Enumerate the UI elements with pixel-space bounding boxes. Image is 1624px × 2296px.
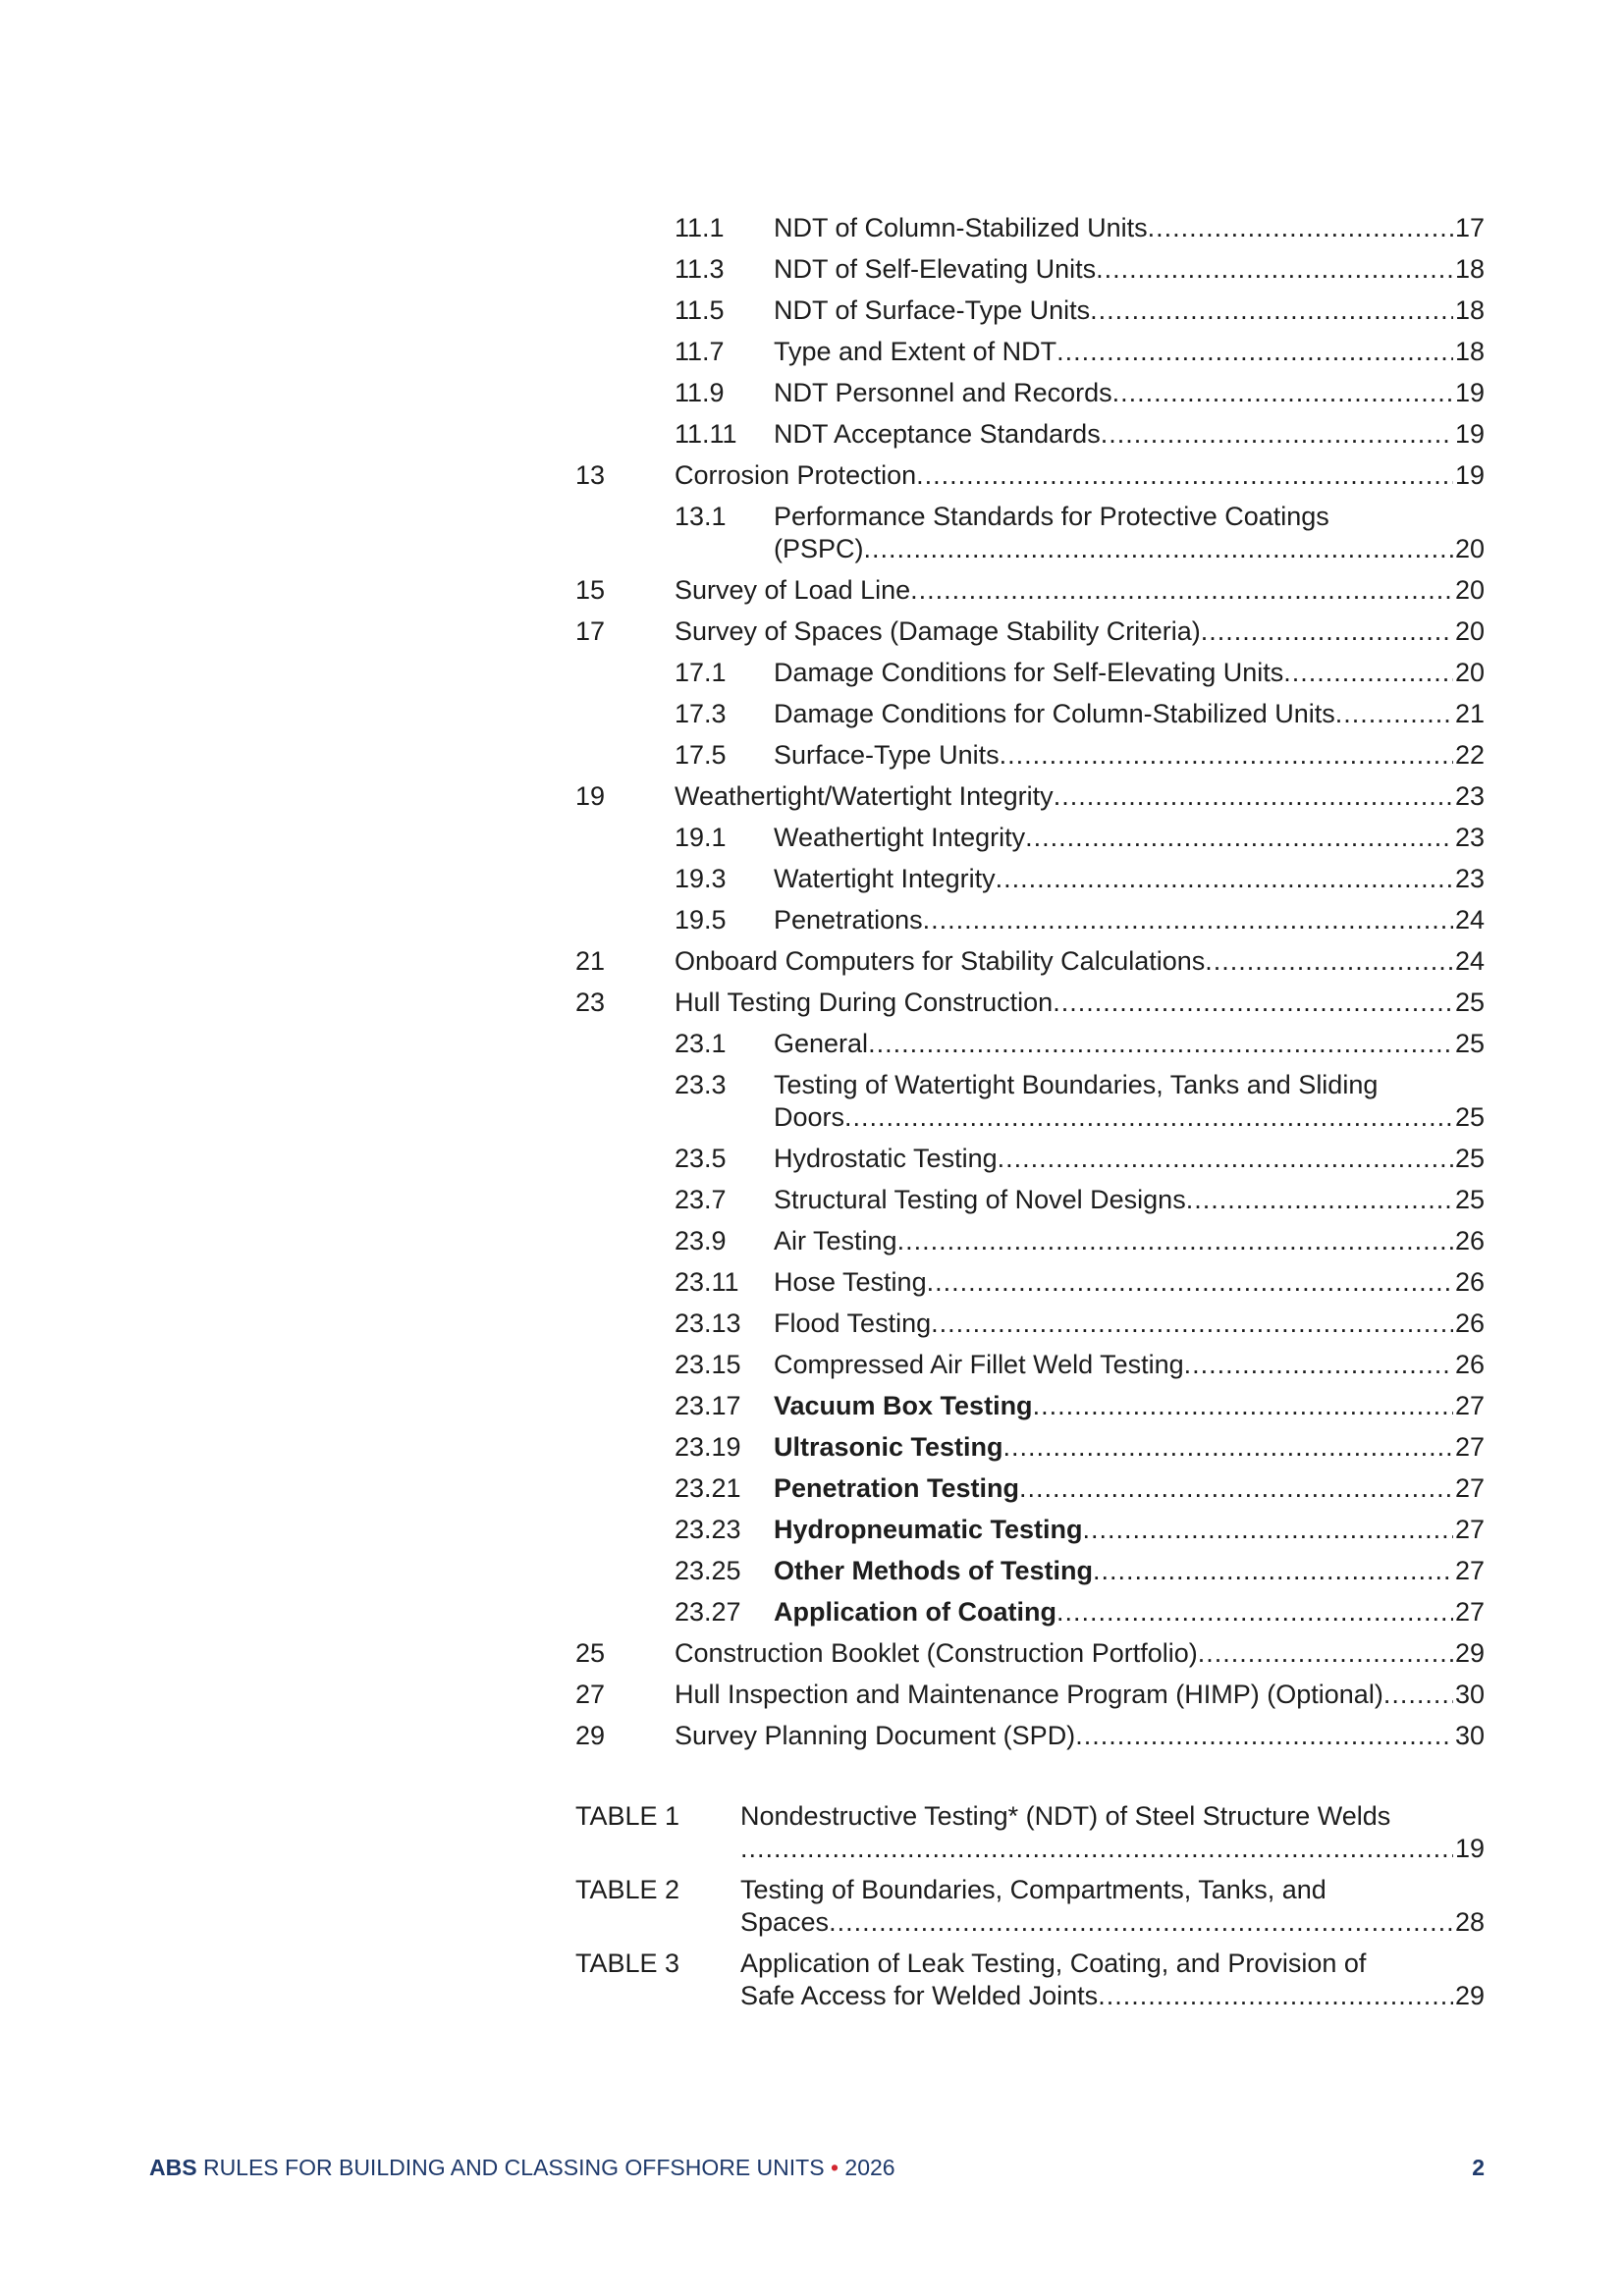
dot-leader (1056, 336, 1453, 368)
toc-entry-text (675, 1720, 1485, 1752)
dot-leader (1184, 1349, 1453, 1381)
toc-entry-text (675, 615, 1485, 648)
toc-entry-page: 20 (1454, 658, 1485, 687)
toc-entry[interactable] (575, 863, 1485, 895)
toc-entry-leader-line (774, 294, 1485, 327)
toc-entry[interactable] (575, 904, 1485, 936)
toc-entry-title: Weathertight/Watertight Integrity (675, 781, 1054, 811)
toc-entry-title: Penetrations (774, 905, 923, 934)
toc-entry-leader-line (740, 1906, 1485, 1939)
toc-entry-page: 30 (1454, 1721, 1485, 1750)
toc-entry-text (774, 1308, 1485, 1340)
dot-leader (1096, 253, 1453, 286)
toc-entry-title: Hose Testing (774, 1267, 927, 1297)
toc-entry[interactable] (575, 1596, 1485, 1629)
toc-entry[interactable] (575, 657, 1485, 689)
toc-entry[interactable] (575, 1679, 1485, 1711)
toc-entry[interactable] (575, 1225, 1485, 1257)
toc-entry-page: 23 (1454, 823, 1485, 852)
toc-entry-number: 11.3 (675, 254, 725, 284)
toc-entry-leader-line (774, 1514, 1485, 1546)
toc-entry-text (774, 1349, 1485, 1381)
page-number: 2 (1472, 2155, 1485, 2180)
dot-leader (1056, 1596, 1453, 1629)
toc-entry-title: Damage Conditions for Self-Elevating Units (774, 658, 1284, 687)
toc-entry-number: 23.27 (675, 1597, 741, 1627)
toc-entry-page: 28 (1454, 1907, 1485, 1937)
toc-entry-leader-line (774, 1143, 1485, 1175)
toc-entry-leader-line (675, 1679, 1485, 1711)
toc-entry-number: 19.3 (675, 864, 727, 893)
toc-entries (575, 212, 1485, 1752)
toc-entry-number: TABLE 2 (575, 1875, 680, 1904)
toc-entry-title: Air Testing (774, 1226, 897, 1255)
toc-entry-text (774, 1225, 1485, 1257)
toc-entry-leader-line (774, 1349, 1485, 1381)
dot-leader (931, 1308, 1453, 1340)
toc-entry-title: Compressed Air Fillet Weld Testing (774, 1350, 1184, 1379)
toc-entry[interactable] (575, 212, 1485, 244)
toc-entry-text (774, 1555, 1485, 1587)
toc-entry-title: Watertight Integrity (774, 864, 996, 893)
toc-entry-title: Damage Conditions for Column-Stabilized Units (774, 699, 1335, 728)
dot-leader (1101, 418, 1453, 451)
dot-leader (1186, 1184, 1453, 1216)
dot-leader (1093, 1555, 1453, 1587)
toc-entry-text (774, 904, 1485, 936)
dot-leader (1205, 945, 1453, 978)
toc-entry-leader-line (774, 822, 1485, 854)
toc-entry-number: 23.23 (675, 1515, 741, 1544)
toc-entry-leader-line (675, 459, 1485, 492)
toc-entry-leader-line (774, 533, 1485, 565)
dot-leader (927, 1266, 1453, 1299)
toc-entry-page: 19 (1454, 460, 1485, 490)
dot-leader (1019, 1472, 1453, 1505)
toc-entry-number: 15 (575, 575, 606, 605)
toc-entry-page: 19 (1454, 1834, 1485, 1863)
toc-entry-page: 25 (1454, 1102, 1485, 1132)
toc-entry-text (774, 1028, 1485, 1060)
toc-entry-text (774, 1069, 1485, 1134)
toc-entry-title: Other Methods of Testing (774, 1556, 1093, 1585)
toc-entry-leader-line (774, 1266, 1485, 1299)
toc-entry-leader-line (675, 1637, 1485, 1670)
toc-entry-title: Hull Testing During Construction (675, 988, 1054, 1017)
toc-gap (575, 1761, 1485, 1800)
toc-entry-title: NDT of Surface-Type Units (774, 295, 1091, 325)
toc-entry-page: 25 (1454, 1029, 1485, 1058)
toc-entry-leader-line (740, 1980, 1485, 2012)
toc-entry-number: 13 (575, 460, 606, 490)
toc-entry-title: Type and Extent of NDT (774, 337, 1057, 366)
toc-entry-title-continued: Safe Access for Welded Joints (740, 1981, 1099, 2010)
dot-leader (1090, 294, 1453, 327)
toc-entry-number: 17.5 (675, 740, 727, 770)
footer-publication-title: RULES FOR BUILDING AND CLASSING OFFSHORE UNITS (196, 2155, 831, 2180)
toc-entry[interactable] (575, 1349, 1485, 1381)
toc-entry-leader-line (774, 904, 1485, 936)
dot-leader (1148, 212, 1453, 244)
toc-entry-text (774, 1596, 1485, 1629)
toc-entry[interactable] (575, 1431, 1485, 1464)
dot-leader (996, 863, 1453, 895)
toc-entry-page: 30 (1454, 1680, 1485, 1709)
toc-entry-text (774, 1266, 1485, 1299)
toc-entry-text (675, 780, 1485, 813)
toc-entry-page: 29 (1454, 1638, 1485, 1668)
toc-entry-number: 23.15 (675, 1350, 741, 1379)
toc-entry[interactable] (575, 1184, 1485, 1216)
toc-entry-text (774, 1514, 1485, 1546)
toc-entry-page: 24 (1454, 905, 1485, 934)
toc-entry-text (774, 1472, 1485, 1505)
toc-entry-text (774, 1431, 1485, 1464)
toc-entry-number: 29 (575, 1721, 606, 1750)
toc-entry-page: 23 (1454, 864, 1485, 893)
toc-entry-title: Weathertight Integrity (774, 823, 1026, 852)
toc-entry-number: 23.17 (675, 1391, 741, 1420)
toc-entry-number: 13.1 (675, 502, 727, 531)
dot-leader (1025, 822, 1453, 854)
toc-entry-title: Onboard Computers for Stability Calculations (675, 946, 1206, 976)
toc-entry[interactable] (575, 253, 1485, 286)
toc-entry-page: 26 (1454, 1308, 1485, 1338)
toc-entry-leader-line (774, 863, 1485, 895)
toc-entry-page: 25 (1454, 1185, 1485, 1214)
toc-entry-title-continued: (PSPC) (774, 534, 864, 563)
toc-entry-text (774, 253, 1485, 286)
toc-entry-number: 23 (575, 988, 606, 1017)
toc-table-entry[interactable] (575, 1800, 1485, 1865)
toc-entry-leader-line (774, 1101, 1485, 1134)
dot-leader (844, 1101, 1453, 1134)
toc-entry-text (740, 1948, 1485, 2012)
footer-year: 2026 (839, 2155, 895, 2180)
toc-entry-text (774, 377, 1485, 409)
toc-entry-page: 18 (1454, 295, 1485, 325)
toc-entry-leader-line (675, 615, 1485, 648)
dot-leader (1098, 1980, 1453, 2012)
toc-entry-page: 18 (1454, 254, 1485, 284)
toc-entry-page: 25 (1454, 1144, 1485, 1173)
toc-entry-number: 11.11 (675, 419, 737, 449)
toc-entry-number: 17.1 (675, 658, 727, 687)
toc-entry[interactable] (575, 987, 1485, 1019)
toc-entry-title: Penetration Testing (774, 1473, 1020, 1503)
dot-leader (868, 1028, 1453, 1060)
dot-leader (1033, 1390, 1453, 1422)
toc-entry-leader-line (675, 780, 1485, 813)
toc-entry-title: NDT Acceptance Standards (774, 419, 1101, 449)
toc-entry-title: Hydropneumatic Testing (774, 1515, 1083, 1544)
dot-leader (740, 1833, 1453, 1865)
dot-leader (1000, 739, 1453, 772)
toc-entry-page: 27 (1454, 1556, 1485, 1585)
toc-entry-title: Application of Leak Testing, Coating, and Provision of (740, 1949, 1367, 1978)
toc-entry-leader-line (774, 1390, 1485, 1422)
toc-table-entry[interactable] (575, 1874, 1485, 1939)
dot-leader (864, 533, 1453, 565)
toc-entry[interactable] (575, 1555, 1485, 1587)
toc-entry-title: Ultrasonic Testing (774, 1432, 1003, 1462)
dot-leader (1198, 1637, 1453, 1670)
dot-leader (1112, 377, 1453, 409)
toc-entry-title: Testing of Watertight Boundaries, Tanks and Sliding (774, 1070, 1379, 1099)
toc-entry-leader-line (774, 1225, 1485, 1257)
toc-entry-page: 17 (1454, 213, 1485, 242)
toc-entry-title: Performance Standards for Protective Coatings (774, 502, 1329, 531)
toc-entry-number: 23.21 (675, 1473, 741, 1503)
toc-entry-leader-line (774, 698, 1485, 730)
toc-entry-leader-line (774, 377, 1485, 409)
toc-entry-page: 27 (1454, 1391, 1485, 1420)
toc-entry-leader-line (774, 739, 1485, 772)
toc-entry[interactable] (575, 1720, 1485, 1752)
toc-entry-page: 20 (1454, 575, 1485, 605)
toc-entry-number: 23.19 (675, 1432, 741, 1462)
toc-entry-page: 26 (1454, 1350, 1485, 1379)
toc-entry[interactable] (575, 1514, 1485, 1546)
dot-leader (916, 459, 1453, 492)
toc-entry[interactable] (575, 739, 1485, 772)
dot-leader (1053, 987, 1453, 1019)
toc-entry[interactable] (575, 574, 1485, 607)
toc-entry-leader-line (774, 1308, 1485, 1340)
toc-entry-number: 23.1 (675, 1029, 727, 1058)
toc-entry-text (675, 1679, 1485, 1711)
toc-entry-title: Corrosion Protection (675, 460, 917, 490)
toc-entry-leader-line (774, 1555, 1485, 1587)
toc-entry-title: NDT Personnel and Records (774, 378, 1112, 407)
toc-entry-number: 19.1 (675, 823, 727, 852)
toc-entry-number: 11.5 (675, 295, 725, 325)
toc-entry-leader-line (675, 987, 1485, 1019)
toc-entry-title: Construction Booklet (Construction Portfolio) (675, 1638, 1198, 1668)
toc-entry[interactable] (575, 780, 1485, 813)
toc-entry[interactable] (575, 615, 1485, 648)
toc-entry-text (774, 822, 1485, 854)
dot-leader (1054, 780, 1453, 813)
toc-entry[interactable] (575, 1143, 1485, 1175)
dot-leader (998, 1143, 1453, 1175)
toc-entry-page: 26 (1454, 1226, 1485, 1255)
toc-entry-number: 23.11 (675, 1267, 739, 1297)
toc-entry-leader-line (740, 1833, 1485, 1865)
toc-entry[interactable] (575, 1028, 1485, 1060)
toc-entry-number: 23.13 (675, 1308, 741, 1338)
toc-entry-page: 19 (1454, 419, 1485, 449)
toc-entry[interactable] (575, 822, 1485, 854)
toc-entry-text (675, 945, 1485, 978)
dot-leader (1335, 698, 1453, 730)
toc-entry-leader-line (774, 1431, 1485, 1464)
toc-entry[interactable] (575, 501, 1485, 565)
table-of-contents (575, 212, 1485, 2021)
page-footer (149, 2155, 1485, 2181)
toc-entry[interactable] (575, 459, 1485, 492)
toc-entry-leader-line (774, 1184, 1485, 1216)
toc-entry-text (774, 739, 1485, 772)
toc-entry[interactable] (575, 945, 1485, 978)
toc-entry[interactable] (575, 1308, 1485, 1340)
toc-entry-text (774, 418, 1485, 451)
toc-entry-number: 23.9 (675, 1226, 727, 1255)
toc-entry-text (774, 1184, 1485, 1216)
toc-entry-number: 19 (575, 781, 606, 811)
toc-entry-title: Application of Coating (774, 1597, 1056, 1627)
toc-entry-page: 21 (1454, 699, 1485, 728)
toc-entry-text (774, 657, 1485, 689)
toc-entry[interactable] (575, 336, 1485, 368)
toc-entry-text (774, 501, 1485, 565)
toc-entry-page: 23 (1454, 781, 1485, 811)
toc-entry-leader-line (675, 574, 1485, 607)
toc-entry-page: 20 (1454, 534, 1485, 563)
toc-entry-title: NDT of Column-Stabilized Units (774, 213, 1148, 242)
toc-entry-title-continued: Spaces (740, 1907, 830, 1937)
dot-leader (1003, 1431, 1453, 1464)
toc-entry[interactable] (575, 294, 1485, 327)
toc-entry-number: 11.1 (675, 213, 725, 242)
toc-entry-number: 25 (575, 1638, 606, 1668)
toc-entry-page: 29 (1454, 1981, 1485, 2010)
toc-entry[interactable] (575, 1472, 1485, 1505)
toc-entry-leader-line (774, 253, 1485, 286)
toc-entry-number: 23.25 (675, 1556, 741, 1585)
toc-entry-number: 17 (575, 616, 606, 646)
toc-entry-text (675, 459, 1485, 492)
toc-entry-leader-line (774, 1596, 1485, 1629)
toc-entry-number: 23.5 (675, 1144, 727, 1173)
toc-entry-leader-line (774, 657, 1485, 689)
toc-entry-number: 17.3 (675, 699, 727, 728)
toc-entry[interactable] (575, 1390, 1485, 1422)
toc-entry-page: 26 (1454, 1267, 1485, 1297)
toc-entry-text (774, 336, 1485, 368)
toc-entry-number: 23.7 (675, 1185, 727, 1214)
toc-entry-number: TABLE 1 (575, 1801, 680, 1831)
toc-entry-text (774, 863, 1485, 895)
toc-entry-page: 22 (1454, 740, 1485, 770)
toc-entry-text (774, 294, 1485, 327)
toc-entry-text (675, 1637, 1485, 1670)
toc-entry-title: Flood Testing (774, 1308, 932, 1338)
toc-entry-title: NDT of Self-Elevating Units (774, 254, 1097, 284)
toc-entry-title: Survey of Load Line (675, 575, 911, 605)
toc-entry-leader-line (774, 1472, 1485, 1505)
toc-entry-leader-line (774, 212, 1485, 244)
footer-brand: ABS (149, 2155, 197, 2180)
toc-entry-text (740, 1800, 1485, 1865)
toc-entry[interactable] (575, 698, 1485, 730)
toc-entry[interactable] (575, 377, 1485, 409)
toc-entry-text (774, 212, 1485, 244)
toc-entry-number: 21 (575, 946, 606, 976)
toc-tables (575, 1800, 1485, 2012)
dot-leader (897, 1225, 1453, 1257)
toc-entry-title: General (774, 1029, 869, 1058)
toc-entry-title: Testing of Boundaries, Compartments, Tanks, and (740, 1875, 1326, 1904)
toc-entry[interactable] (575, 1637, 1485, 1670)
toc-entry-page: 20 (1454, 616, 1485, 646)
toc-entry-title: Hydrostatic Testing (774, 1144, 998, 1173)
toc-entry-title: Nondestructive Testing* (NDT) of Steel Structure Welds (740, 1801, 1391, 1831)
toc-entry-page: 27 (1454, 1515, 1485, 1544)
footer-title (149, 2155, 895, 2181)
toc-entry-page: 27 (1454, 1597, 1485, 1627)
toc-entry-number: TABLE 3 (575, 1949, 680, 1978)
toc-entry-text (740, 1874, 1485, 1939)
dot-leader (910, 574, 1453, 607)
toc-entry-number: 23.3 (675, 1070, 727, 1099)
toc-entry-leader-line (675, 945, 1485, 978)
toc-entry-leader-line (675, 1720, 1485, 1752)
dot-leader (1075, 1720, 1453, 1752)
toc-entry-title: Survey of Spaces (Damage Stability Criteria) (675, 616, 1201, 646)
toc-entry-page: 24 (1454, 946, 1485, 976)
toc-entry-text (774, 1390, 1485, 1422)
toc-entry-title-continued: Doors (774, 1102, 845, 1132)
toc-entry-text (675, 987, 1485, 1019)
toc-entry-number: 27 (575, 1680, 606, 1709)
toc-entry-page: 25 (1454, 988, 1485, 1017)
dot-leader (829, 1906, 1453, 1939)
toc-entry-text (675, 574, 1485, 607)
dot-leader (1083, 1514, 1453, 1546)
toc-entry[interactable] (575, 418, 1485, 451)
toc-entry-number: 19.5 (675, 905, 727, 934)
toc-entry-page: 27 (1454, 1473, 1485, 1503)
toc-entry-text (774, 698, 1485, 730)
toc-entry-page: 27 (1454, 1432, 1485, 1462)
dot-leader (1201, 615, 1453, 648)
dot-leader (1383, 1679, 1453, 1711)
toc-entry-title: Structural Testing of Novel Designs (774, 1185, 1186, 1214)
toc-entry-page: 19 (1454, 378, 1485, 407)
toc-entry-leader-line (774, 336, 1485, 368)
toc-table-entry[interactable] (575, 1948, 1485, 2012)
toc-entry-title: Survey Planning Document (SPD) (675, 1721, 1076, 1750)
toc-entry-leader-line (774, 1028, 1485, 1060)
toc-entry-title: Surface-Type Units (774, 740, 1000, 770)
toc-entry-number: 11.7 (675, 337, 725, 366)
dot-leader (923, 904, 1453, 936)
toc-entry-title: Hull Inspection and Maintenance Program (HIMP) (Optional) (675, 1680, 1383, 1709)
toc-entry[interactable] (575, 1266, 1485, 1299)
toc-entry-number: 11.9 (675, 378, 725, 407)
toc-entry-page: 18 (1454, 337, 1485, 366)
toc-entry-text (774, 1143, 1485, 1175)
dot-leader (1283, 657, 1453, 689)
toc-entry-title: Vacuum Box Testing (774, 1391, 1033, 1420)
toc-entry[interactable] (575, 1069, 1485, 1134)
toc-entry-leader-line (774, 418, 1485, 451)
footer-bullet: • (830, 2155, 839, 2180)
